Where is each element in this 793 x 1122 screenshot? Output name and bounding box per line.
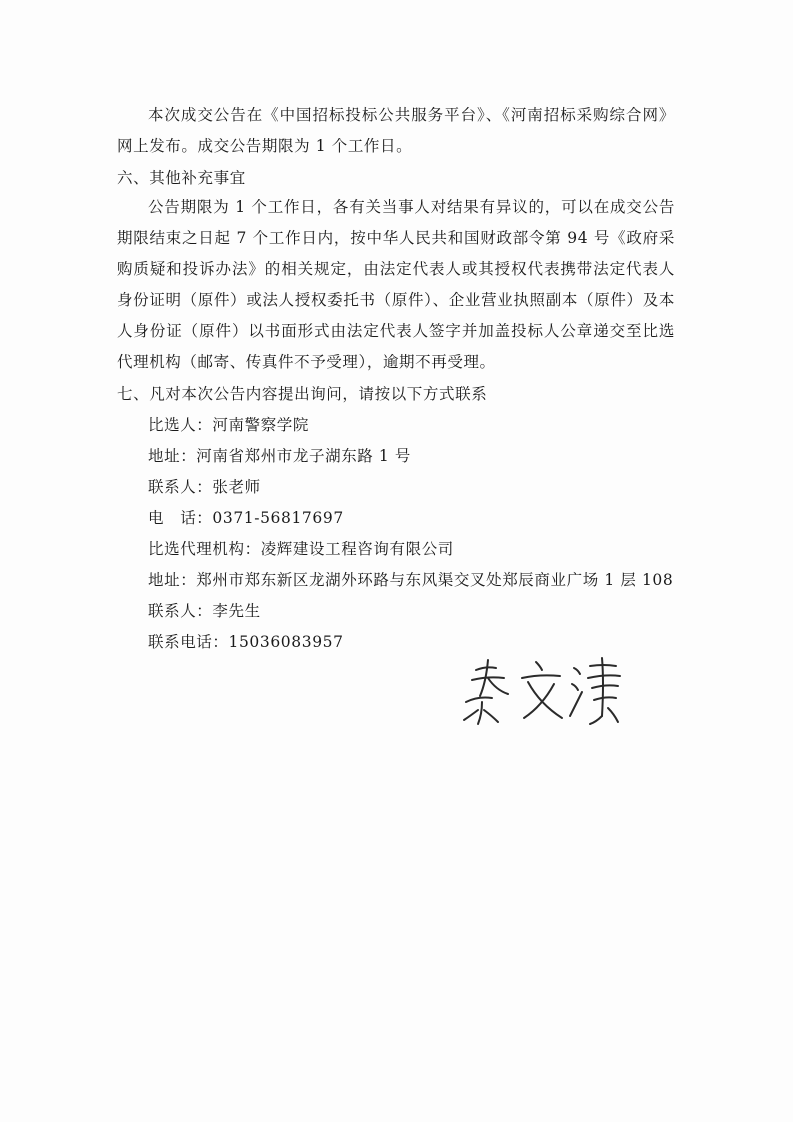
selector-name: 比选人：河南警察学院 <box>148 416 310 434</box>
selector-phone: 电 话：0371-56817697 <box>148 509 344 527</box>
selector-address: 地址：河南省郑州市龙子湖东路 1 号 <box>148 447 412 465</box>
selector-contact-person: 联系人：张老师 <box>148 478 261 496</box>
signature-strokes <box>464 658 620 724</box>
objection-paragraph <box>117 192 675 378</box>
agency-contact-person: 联系人：李先生 <box>148 602 261 620</box>
section-six-heading: 六、其他补充事宜 <box>117 169 246 187</box>
agency-address: 地址：郑州市郑东新区龙湖外环路与东风渠交叉处郑辰商业广场 1 层 108 <box>148 571 674 589</box>
agency-phone: 联系电话：15036083957 <box>148 633 344 651</box>
agency-name: 比选代理机构：凌辉建设工程咨询有限公司 <box>148 540 454 558</box>
handwritten-signature <box>458 652 628 732</box>
objection-text: 公告期限为 1 个工作日，各有关当事人对结果有异议的，可以在成交公告期限结束之日起 7 个工作日内，按中华人民共和国财政部令第 94 号《政府采购质疑和投诉办法》的相关规定，由法定代表人或其授权代表携带法定代表人身份证明（原件）或法人授权委托书（原件）、企业营业执照副本（原件）及本人身份证（原件）以书面形式由法定代表人签字并加盖投标人公章递交至比选代理机构（邮寄、传真件不予受理），逾期不再受理。 <box>117 198 675 371</box>
announcement-paragraph <box>117 100 675 162</box>
section-seven-heading: 七、凡对本次公告内容提出询问，请按以下方式联系 <box>117 385 488 403</box>
announcement-text: 本次成交公告在《中国招标投标公共服务平台》、《河南招标采购综合网》网上发布。成交公告期限为 1 个工作日。 <box>117 106 675 155</box>
